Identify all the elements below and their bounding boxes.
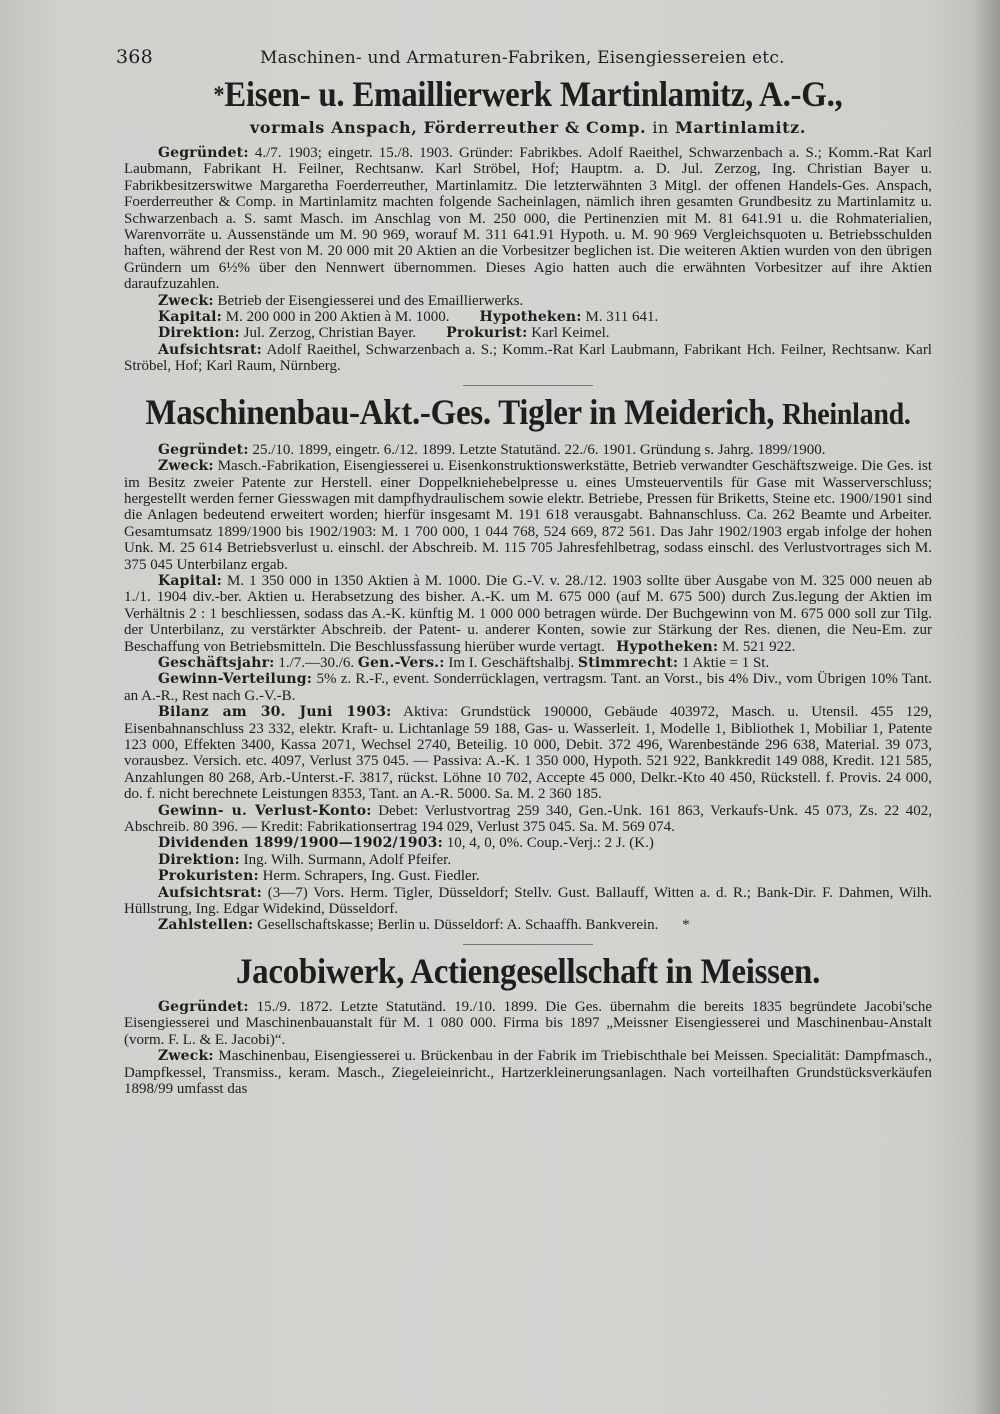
gewinnverteilung-text: 5% z. R.-F., event. Sonderrücklagen, vertragsm. Tant. an Vorst., bis 4% Div., vom Übrigen 10% Tant. an A.-R., Rest nach G.-V.-B. — [124, 671, 932, 704]
aufsichtsrat-paragraph — [124, 342, 932, 375]
bilanz-text: Aktiva: Grundstück 190000, Gebäude 403972, Masch. u. Utensil. 455 129, Eisenbahnanschluss 23 332, elektr. Kraft- u. Lichtanlage 59 188, Gas- u. Wasserleit. 1, Modelle 1, Bibliothek 1, Mobiliar 1, Patente 123 000, Effekten 3400, Kassa 2071, Wechsel 2740, Beteilig. 10 000, Debit. 372 496, Warenbestände 296 638, Material. 39 073, vorausbez. Versich. etc. 4097, Verlust 375 045. — Passiva: A.-K. 1 350 000, Hypoth. 521 922, Bankkredit 149 088, Kredit. 121 585, Anzahlungen 80 268, Arb.-Unterst.-F. 3817, rückst. Löhne 10 702, Accepte 45 000, Delkr.-Kto 40 450, Rückstell. f. Provis. 24 000, do. f. nicht berechnete Leistungen 8353, Tant. an A.-R. 5000. Sa. M. 2 360 185. — [124, 704, 932, 803]
genvers-label: Gen.-Vers.: — [357, 654, 445, 671]
guv-text: Debet: Verlustvortrag 259 340, Gen.-Unk. 161 863, Verkaufs-Unk. 45 073, Zs. 22 402, Abschreib. 80 396. — Kredit: Fabrikationsertrag 194 029, Verlust 375 045. Sa. M. 569 074. — [124, 802, 932, 836]
kapital-paragraph — [124, 573, 932, 655]
bilanz-label: Bilanz am 30. Juni 1903: — [158, 704, 392, 721]
aufsichtsrat-text: Adolf Raeithel, Schwarzenbach a. S.; Komm.-Rat Karl Laubmann, Fabrikant Hch. Feilner, Rechtsanw. Karl Ströbel, Hof; Karl Raum, Nürnberg. — [124, 341, 932, 375]
kapital-label: Kapital: — [158, 309, 222, 326]
zweck-text: Masch.-Fabrikation, Eisengiesserei u. Eisenkonstruktionswerkstätte, Betrieb verwandter Geschäftszweige. Die Ges. ist im Besitz zweier Patente zur Herstell. einer Doppelkniehebelpresse u. eines Umsteuerventils für Gase mit Wasserverschluss; hergestellt werden ferner Giesswagen mit dampfhydraulischem sowie elektr. Betriebe, Pressen für Briketts, Steine etc. 1900/1901 sind die Anlagen bedeutend erweitert worden; hierfür insgesamt M. 191 618 verausgabt. Bahnanschluss. Ca. 262 Beamte und Arbeiter. Gesamtumsatz 1899/1900 bis 1902/1903: M. 1 700 000, 1 044 768, 524 669, 872 561. Das Jahr 1902/1903 ergab infolge der hohen Unk. M. 25 614 Betriebsverlust u. einschl. der Abschreib. M. 115 705 Jahresfehlbetrag, sodass einschl. des Verlustvortrages sich M. 375 045 Unterbilanz ergab. — [124, 458, 932, 573]
entry-martinlamitz — [124, 76, 932, 375]
zweck-paragraph — [124, 1048, 932, 1097]
entry-body — [124, 999, 932, 1097]
entry-title-text: Eisen- u. Emaillierwerk Martinlamitz, A.-G., — [224, 75, 843, 115]
subtitle-former-name: vormals Anspach, Förderreuther & Comp. — [249, 118, 647, 137]
zahlstellen-text: Gesellschaftskasse; Berlin u. Düsseldorf: A. Schaaffh. Bankverein. — [257, 917, 659, 934]
prokuristen-paragraph — [124, 868, 932, 884]
entry-title: Jacobiwerk, Actiengesellschaft in Meissen. — [235, 952, 821, 992]
zahlstellen-paragraph — [124, 917, 932, 933]
gegruendet-paragraph — [124, 442, 932, 458]
section-divider — [463, 385, 593, 386]
prokurist-text: Karl Keimel. — [531, 325, 610, 342]
kapital-paragraph — [124, 309, 932, 325]
subtitle-in: in — [652, 118, 669, 137]
aufsichtsrat-text: (3—7) Vors. Herm. Tigler, Düsseldorf; Stellv. Gust. Ballauff, Witten a. d. R.; Bank-Dir. F. Dahmen, Wilh. Hüllstrung, Ing. Edgar Widekind, Düsseldorf. — [124, 884, 932, 918]
direktion-text: Ing. Wilh. Surmann, Adolf Pfeifer. — [243, 851, 452, 868]
direktion-paragraph — [124, 852, 932, 868]
direktion-label: Direktion: — [158, 851, 240, 868]
zweck-label: Zweck: — [158, 1048, 214, 1065]
aufsichtsrat-paragraph — [124, 885, 932, 918]
gegruendet-text: 15./9. 1872. Letzte Statutänd. 19./10. 1899. Die Ges. übernahm die bereits 1835 begründete Jacobi'sche Eisengiesserei und Maschinenbauanstalt für M. 1 080 000. Firma bis 1897 „Meissner Eisengiesserei und Maschinenbau-Anstalt (vorm. F. L. & E. Jacobi)“. — [124, 998, 932, 1048]
hypotheken-label: Hypotheken: — [479, 309, 582, 326]
aufsichtsrat-label: Aufsichtsrat: — [158, 341, 262, 358]
zweck-text: Betrieb der Eisengiesserei und des Emaillierwerks. — [217, 292, 524, 309]
stimmrecht-text: 1 Aktie = 1 St. — [682, 654, 770, 671]
aufsichtsrat-label: Aufsichtsrat: — [158, 884, 262, 901]
geschaeftsjahr-text: 1./7.—30./6. — [278, 654, 355, 671]
entry-title-region: Rheinland. — [782, 397, 911, 432]
zweck-text: Maschinenbau, Eisengiesserei u. Brückenbau in der Fabrik im Triebischthale bei Meissen. Specialität: Dampfmasch., Dampfkessel, Transmiss., keram. Masch., Ziegeleieinricht., Hartzerkleinerungsanlagen. Nach vorteilhaften Grundstücksverkäufen 1898/99 umfasst das — [124, 1048, 932, 1097]
zahlstellen-label: Zahlstellen: — [158, 917, 254, 934]
entry-body — [124, 442, 932, 934]
hypotheken-label: Hypotheken: — [616, 638, 719, 655]
direktion-text: Jul. Zerzog, Christian Bayer. — [243, 325, 417, 342]
prokuristen-label: Prokuristen: — [158, 868, 259, 885]
entry-title — [124, 74, 932, 116]
zweck-paragraph — [124, 293, 932, 309]
page-number: 368 — [116, 46, 153, 68]
direktion-paragraph — [124, 325, 932, 341]
gegruendet-paragraph — [124, 999, 932, 1048]
stimmrecht-label: Stimmrecht: — [577, 654, 679, 671]
genvers-text: Im I. Geschäftshalbj. — [448, 654, 575, 671]
guv-paragraph — [124, 803, 932, 836]
entry-title-text: Maschinenbau-Akt.-Ges. Tigler in Meiderich, — [145, 392, 775, 433]
footnote-star: * — [213, 80, 225, 109]
direktion-label: Direktion: — [158, 325, 240, 342]
kapital-text: M. 1 350 000 in 1350 Aktien à M. 1000. Die G.-V. v. 28./12. 1903 sollte über Ausgabe von M. 325 000 neuen ab 1./1. 1904 div.-ber. Aktien u. Herabsetzung des bisher. A.-K. um M. 675 000 (auf M. 675 500) durch Zus.legung der Aktien im Verhältnis 2 : 1 beschliessen, sodass das A.-K. künftig M. 1 000 000 betragen würde. Der Buchgewinn von M. 675 000 soll zur Tilg. der Unterbilanz, zu verstärkter Abschreib. der Patent- u. anderer Konten, sowie zur Stärkung der Res. dienen, die Neu-Em. zur Beschaffung von Betriebsmitteln. Die Beschlussfassung hierüber wurde vertagt. — [124, 572, 933, 655]
subtitle-place: Martinlamitz. — [675, 118, 807, 137]
gegruendet-paragraph — [124, 145, 932, 293]
dividenden-paragraph — [124, 835, 932, 851]
entry-subtitle — [124, 118, 932, 137]
hypotheken-text: M. 311 641. — [585, 309, 659, 326]
dividenden-text: 10, 4, 0, 0%. Coup.-Verj.: 2 J. (K.) — [446, 835, 654, 852]
hypotheken-text: M. 521 922. — [722, 638, 796, 655]
gewinnverteilung-paragraph — [124, 671, 932, 704]
section-divider — [463, 944, 593, 945]
zweck-label: Zweck: — [158, 292, 214, 309]
zweck-paragraph — [124, 458, 932, 573]
gewinnverteilung-label: Gewinn-Verteilung: — [158, 671, 313, 688]
kapital-text: M. 200 000 in 200 Aktien à M. 1000. — [225, 309, 450, 326]
entry-jacobiwerk — [124, 953, 932, 1097]
running-title: Maschinen- und Armaturen-Fabriken, Eisengiessereien etc. — [260, 48, 785, 68]
geschaeftsjahr-label: Geschäftsjahr: — [158, 654, 275, 671]
prokuristen-text: Herm. Schrapers, Ing. Gust. Fiedler. — [262, 868, 480, 885]
gegruendet-text: 4./7. 1903; eingetr. 15./8. 1903. Gründer: Fabrikbes. Adolf Raeithel, Schwarzenbach a. S.; Komm.-Rat Karl Laubmann, Fabrikant H. Feilner, Rechtsanw. Karl Ströbel, Hof; Hauptm. a. D. Jul. Zerzog, Ing. Christian Bayer u. Fabrikbesitzerswitwe Margaretha Foerderreuther, Martinlamitz. Die letzterwähnten 3 Mitgl. der offenen Handels-Ges. Anspach, Foerderreuther & Comp. in Martinlamitz machten folgende Sacheinlagen, nämlich ihren gesamten Grundbesitz zu Martinlamitz u. Schwarzenbach a. S. samt Masch. im Anschlag von M. 250 000, die Pertinenzien mit M. 81 641.91 u. die Rohmaterialien, Warenvorräte u. Aussenstände um M. 90 969, worauf M. 311 641.91 Hypoth. u. M. 90 969 Vergleichsquoten u. Betriebsschulden haften, während der Rest von M. 20 000 mit 20 Aktien an die Vorbesitzer beglichen ist. Die weiteren Aktien wurden von den übrigen Gründern um 6½% über den Nennwert übernommen. Dieses Agio hatten auch die erwähnten Vorbesitzer auf ihre Aktien daraufzuzahlen. — [124, 145, 933, 293]
entry-body — [124, 145, 932, 375]
zweck-label: Zweck: — [158, 458, 214, 475]
entry-title — [124, 392, 932, 436]
gegruendet-label: Gegründet: — [158, 145, 249, 161]
geschaeftsjahr-paragraph — [124, 655, 932, 671]
page-edge-shadow — [972, 0, 1000, 1414]
entry-tigler — [124, 394, 932, 934]
kapital-label: Kapital: — [158, 572, 222, 589]
end-mark: * — [682, 917, 690, 934]
bilanz-paragraph — [124, 704, 932, 802]
prokurist-label: Prokurist: — [446, 325, 528, 342]
gegruendet-label: Gegründet: — [158, 998, 249, 1015]
gegruendet-text: 25./10. 1899, eingetr. 6./12. 1899. Letzte Statutänd. 22./6. 1901. Gründung s. Jahrg. 1899/1900. — [252, 441, 826, 458]
dividenden-label: Dividenden 1899/1900—1902/1903: — [158, 835, 443, 852]
gegruendet-label: Gegründet: — [158, 441, 249, 458]
running-header — [116, 36, 932, 76]
guv-label: Gewinn- u. Verlust-Konto: — [158, 802, 372, 819]
